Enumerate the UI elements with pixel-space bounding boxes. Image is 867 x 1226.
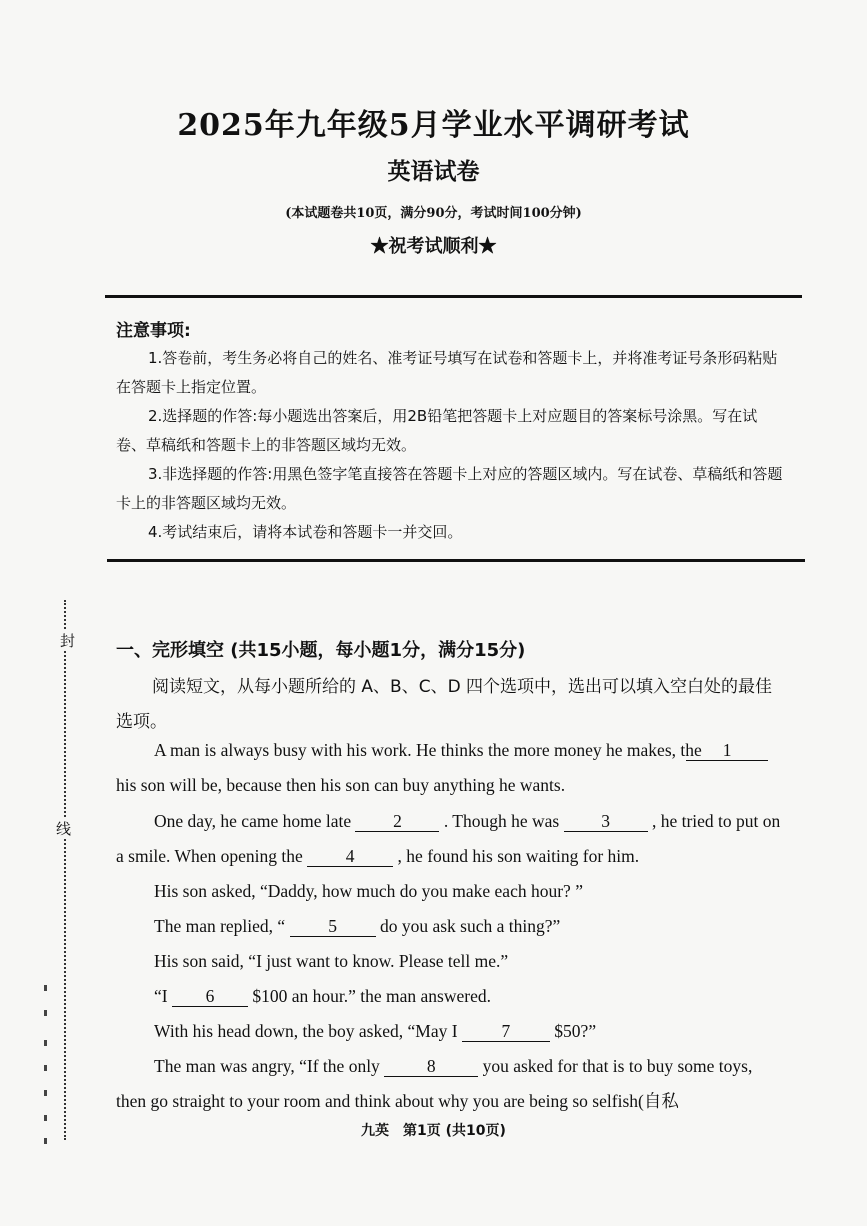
- note-item-1: 1.答卷前，考生务必将自己的姓名、准考证号填写在试卷和答题卡上，并将准考证号条形码粘贴在答题卡上指定位置。: [116, 349, 778, 396]
- passage-paragraph-8: [116, 1049, 786, 1119]
- passage-text: A man is always busy with his work. He thinks the more money he makes, the: [154, 740, 702, 760]
- passage-paragraph-7: [116, 1014, 786, 1049]
- binding-char-mid: 线: [56, 820, 72, 838]
- binding-mark: [44, 985, 47, 991]
- blank-5: 5: [290, 916, 376, 937]
- passage-paragraph-1: [116, 733, 786, 803]
- binding-mark: [44, 1040, 47, 1046]
- binding-line: [64, 600, 66, 1140]
- good-luck-wish: ★祝考试顺利★: [370, 236, 497, 257]
- exam-subtitle: 英语试卷: [387, 158, 480, 185]
- page-footer: 九英 第1页 (共10页): [361, 1123, 506, 1139]
- blank-7: 7: [462, 1021, 550, 1042]
- binding-mark: [44, 1090, 47, 1096]
- passage-paragraph-3: His son asked, “Daddy, how much do you make each hour? ”: [154, 881, 583, 901]
- notes-title: 注意事项:: [116, 321, 191, 341]
- exam-title: 2025年九年级5月学业水平调研考试: [177, 108, 690, 143]
- blank-2: 2: [355, 811, 439, 832]
- blank-4: 4: [307, 846, 393, 867]
- section-instruction: 阅读短文，从每小题所给的 A、B、C、D 四个选项中，选出可以填入空白处的最佳选项。: [116, 677, 773, 732]
- passage-text: do you ask such a thing?”: [379, 916, 561, 936]
- passage-text: $100 an hour.” the man answered.: [252, 986, 491, 1006]
- passage-text: The man replied, “: [154, 916, 286, 936]
- note-item-4: 4.考试结束后，请将本试卷和答题卡一并交回。: [148, 523, 463, 541]
- passage-text: With his head down, the boy asked, “May I: [154, 1021, 458, 1041]
- passage-text: , he found his son waiting for him.: [397, 846, 640, 866]
- note-item-2: 2.选择题的作答:每小题选出答案后，用2B铅笔把答题卡上对应题目的答案标号涂黑。写在试卷、草稿纸和答题卡上的非答题区域均无效。: [116, 407, 758, 454]
- passage-paragraph-2: [116, 804, 786, 874]
- passage-text: , he tried to put on a smile. When opening the: [116, 811, 781, 866]
- binding-mark: [44, 1010, 47, 1016]
- passage-paragraph-6: [116, 979, 786, 1014]
- blank-6: 6: [172, 986, 248, 1007]
- note-item-3: 3.非选择题的作答:用黑色签字笔直接答在答题卡上对应的答题区域内。写在试卷、草稿纸和答题卡上的非答题区域均无效。: [116, 465, 783, 512]
- passage-text: “I: [154, 986, 168, 1006]
- binding-char-top: 封: [60, 632, 76, 650]
- passage-paragraph-4: [116, 909, 786, 944]
- passage-text: his son will be, because then his son can buy anything he wants.: [116, 775, 566, 795]
- binding-mark: [44, 1065, 47, 1071]
- blank-3: 3: [564, 811, 648, 832]
- passage-paragraph-5: His son said, “I just want to know. Please tell me.”: [154, 951, 509, 971]
- top-divider: [105, 295, 802, 298]
- passage-text: The man was angry, “If the only: [154, 1056, 380, 1076]
- section-title: 一、完形填空 (共15小题，每小题1分，满分15分): [116, 640, 526, 661]
- blank-1: 1: [686, 740, 768, 761]
- exam-info: (本试题卷共10页，满分90分，考试时间100分钟): [285, 206, 582, 221]
- blank-8: 8: [384, 1056, 478, 1077]
- passage-text: . Though he was: [443, 811, 560, 831]
- passage-text: One day, he came home late: [154, 811, 352, 831]
- passage-text: $50?”: [554, 1021, 597, 1041]
- bottom-divider: [107, 559, 805, 562]
- passage-text: you asked for that is to buy some toys, then go straight to your room and think about why you are being so selfish(自私: [116, 1056, 753, 1111]
